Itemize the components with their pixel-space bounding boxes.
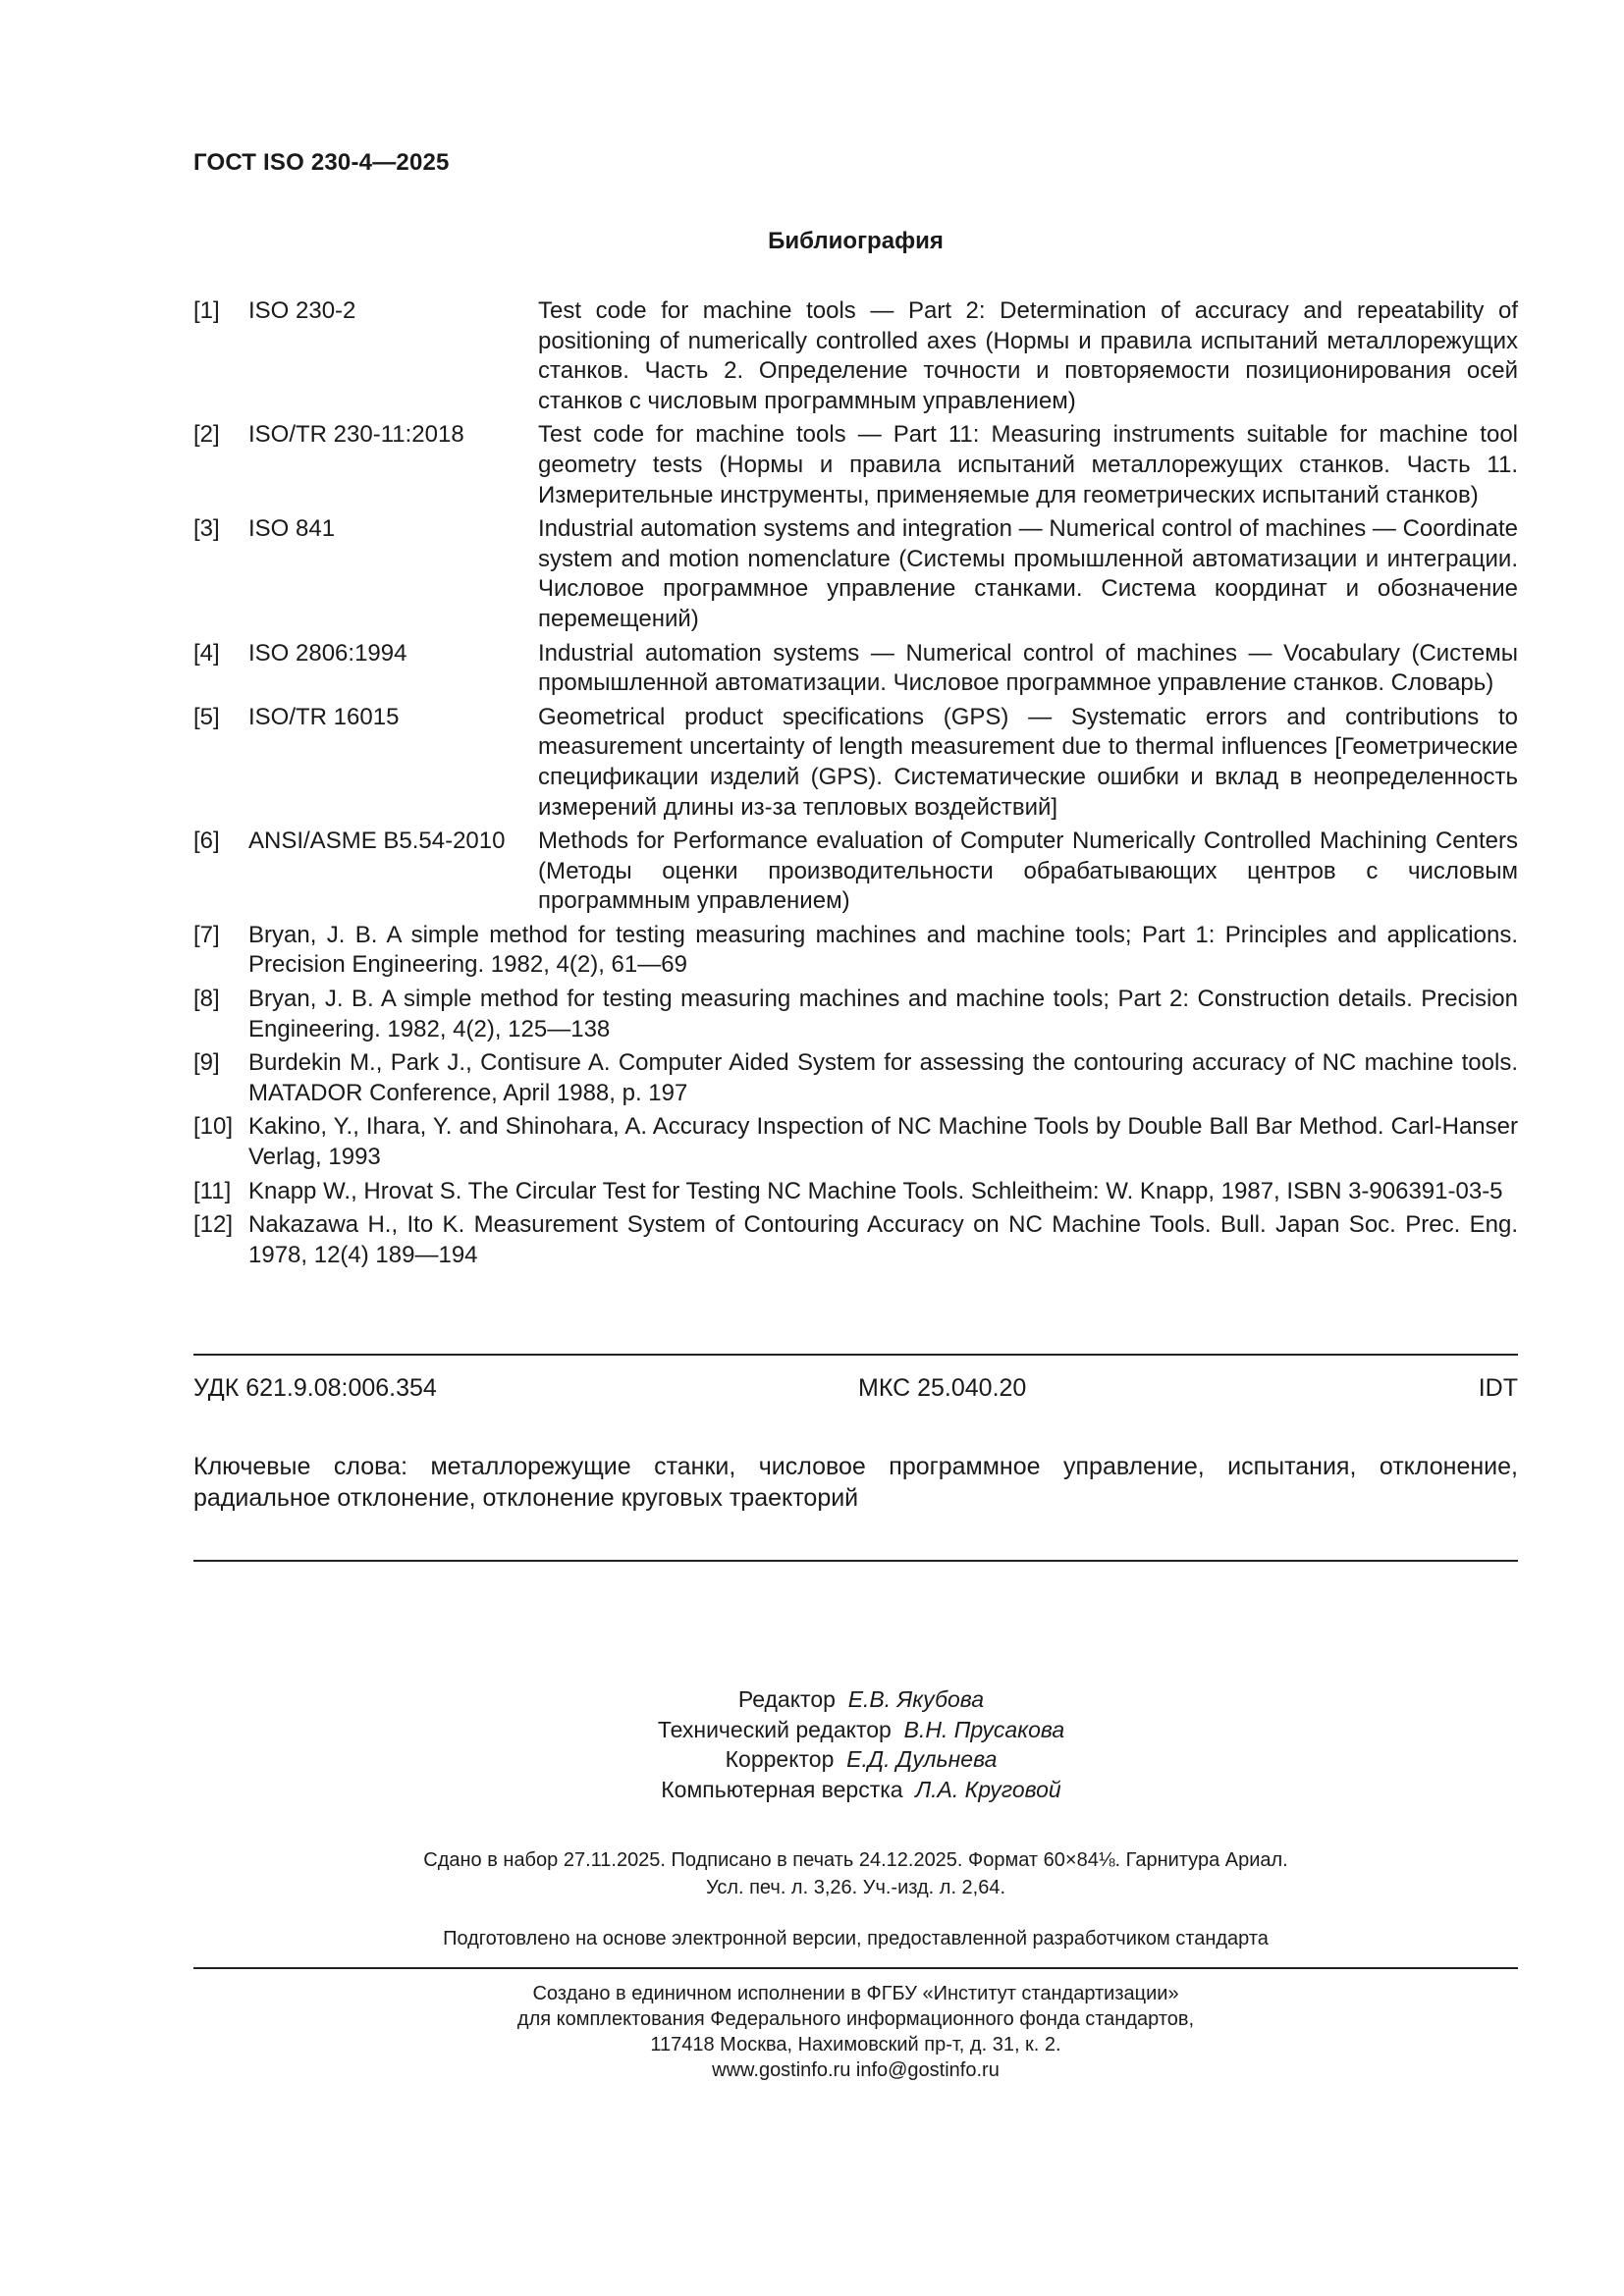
publisher-line: 117418 Москва, Нахимовский пр-т, д. 31, к. 2. <box>650 2034 1061 2056</box>
entry-number: [9] <box>193 1049 220 1077</box>
credit-name: В.Н. Прусакова <box>903 1716 1065 1742</box>
credit-role: Компьютерная верстка <box>661 1776 903 1802</box>
entry-number: [3] <box>193 515 220 543</box>
entry-standard-code: ISO 841 <box>248 515 336 543</box>
udk-code: УДК 621.9.08:006.354 <box>193 1374 437 1402</box>
bibliography-entry <box>193 921 1518 981</box>
entry-text: Methods for Performance evaluation of Computer Numerically Controlled Machining Centers (Методы оценки производительности обрабатывающих центров с числовым программным управлением) <box>538 828 1518 915</box>
entry-number: [5] <box>193 703 220 730</box>
publisher-line: для комплектования Федерального информационного фонда стандартов, <box>516 2008 1195 2030</box>
publisher-line: www.gostinfo.ru info@gostinfo.ru <box>712 2059 1000 2081</box>
entry-number: [1] <box>193 297 220 324</box>
bibliography-entry <box>193 985 1518 1044</box>
entry-number: [4] <box>193 639 220 667</box>
entry-standard-code: ISO/TR 16015 <box>248 703 400 730</box>
divider-keywords <box>193 1560 1518 1562</box>
bibliography-entry <box>193 514 1518 634</box>
entry-standard-code: ISO/TR 230-11:2018 <box>248 421 464 449</box>
bibliography-list <box>193 296 1518 1274</box>
entry-text: Knapp W., Hrovat S. The Circular Test for Testing NC Machine Tools. Schleitheim: W. Knapp, 1987, ISBN 3-906391-03-5 <box>248 1177 1503 1204</box>
entry-text: Kakino, Y., Ihara, Y. and Shinohara, A. Accuracy Inspection of NC Machine Tools by Double Ball Bar Method. Carl-Hanser Verlag, 1993 <box>248 1113 1518 1171</box>
entry-number: [8] <box>193 986 220 1013</box>
entry-text: Test code for machine tools — Part 11: Measuring instruments suitable for machine tool geometry tests (Нормы и правила испытаний металлорежущих станков. Часть 11. Измерительные инструменты, применяемые для геометрических испытаний станков) <box>538 421 1518 508</box>
entry-text: Test code for machine tools — Part 2: Determination of accuracy and repeatability of positioning of numerically controlled axes (Нормы и правила испытаний металлорежущих станков. Часть 2. Определение точности и повторяемости позиционирования осей станков с числовым программным управлением) <box>538 297 1518 414</box>
mks-code: МКС 25.040.20 <box>858 1374 1027 1402</box>
credit-line <box>586 1684 1136 1715</box>
entry-text: Bryan, J. B. A simple method for testing measuring machines and machine tools; Part 2: Construction details. Precision Engineering. 1982, 4(2), 125—138 <box>248 986 1518 1042</box>
entry-text: Geometrical product specifications (GPS) — Systematic errors and contributions to measurement uncertainty of length measurement due to thermal influences [Геометрические спецификации изделий (GPS). Систематические ошибки и вклад в неопределенность измерений длины из-за тепловых воздействий] <box>538 703 1518 821</box>
entry-text: Nakazawa H., Ito K. Measurement System of Contouring Accuracy on NC Machine Tools. Bull. Japan Soc. Prec. Eng. 1978, 12(4) 189—194 <box>248 1211 1518 1268</box>
credit-role: Технический редактор <box>657 1716 892 1742</box>
entry-text: Industrial automation systems and integration — Numerical control of machines — Coordinate system and motion nomenclature (Системы промышленной автоматизации и интеграции. Числовое программное управление станками. Система координат и обозначение перемещений) <box>538 515 1518 632</box>
bibliography-entry <box>193 1210 1518 1270</box>
publisher-line: Создано в единичном исполнении в ФГБУ «Институт стандартизации» <box>532 1983 1179 2004</box>
divider-top <box>193 1354 1518 1356</box>
bibliography-entry <box>193 1048 1518 1108</box>
entry-number: [6] <box>193 828 220 855</box>
document-header: ГОСТ ISO 230-4—2025 <box>193 149 450 176</box>
publisher-block <box>193 1981 1518 2083</box>
bibliography-entry <box>193 827 1518 917</box>
print-info-line-2: Усл. печ. л. 3,26. Уч.-изд. л. 2,64. <box>705 1877 1006 1898</box>
idt-label: IDT <box>1478 1374 1518 1402</box>
entry-standard-code: ISO 230-2 <box>248 297 356 324</box>
entry-text: Bryan, J. B. A simple method for testing measuring machines and machine tools; Part 1: Principles and applications. Precision Engineering. 1982, 4(2), 61—69 <box>248 921 1518 979</box>
bibliography-entry <box>193 1112 1518 1172</box>
credit-name: Л.А. Круговой <box>915 1776 1061 1802</box>
entry-number: [7] <box>193 921 220 948</box>
bibliography-entry <box>193 296 1518 416</box>
entry-standard-code: ISO 2806:1994 <box>248 639 407 667</box>
bibliography-entry <box>193 420 1518 510</box>
entry-standard-code: ANSI/ASME B5.54-2010 <box>248 828 506 855</box>
credit-line <box>586 1775 1136 1805</box>
print-info-line-1: Сдано в набор 27.11.2025. Подписано в печать 24.12.2025. Формат 60×84⅛. Гарнитура Ариал. <box>423 1849 1288 1871</box>
bibliography-entry <box>193 639 1518 699</box>
entry-number: [2] <box>193 421 220 449</box>
credit-line <box>586 1744 1136 1775</box>
bibliography-entry <box>193 1177 1518 1207</box>
entry-text: Industrial automation systems — Numerical control of machines — Vocabulary (Системы промышленной автоматизации. Числовое программное управление станков. Словарь) <box>538 639 1518 697</box>
entry-number: [12] <box>193 1211 234 1239</box>
credit-line <box>586 1715 1136 1745</box>
credits-block <box>586 1684 1136 1804</box>
entry-text: Burdekin M., Park J., Contisure A. Computer Aided System for assessing the contouring accuracy of NC machine tools. MATADOR Conference, April 1988, p. 197 <box>248 1049 1518 1106</box>
entry-number: [10] <box>193 1113 234 1141</box>
credit-role: Корректор <box>725 1746 835 1772</box>
keywords: Ключевые слова: металлорежущие станки, числовое программное управление, испытания, отклонение, радиальное отклонение, отклонение круговых траекторий <box>193 1453 1518 1512</box>
entry-number: [11] <box>193 1177 232 1204</box>
credit-name: Е.Д. Дульнева <box>846 1746 998 1772</box>
prepared-note: Подготовлено на основе электронной версии, предоставленной разработчиком стандарта <box>443 1928 1269 1949</box>
credit-name: Е.В. Якубова <box>847 1686 985 1712</box>
bibliography-entry <box>193 703 1518 823</box>
divider-bottom <box>193 1967 1518 1969</box>
bibliography-title: Библиография <box>768 228 944 254</box>
credit-role: Редактор <box>737 1686 836 1712</box>
